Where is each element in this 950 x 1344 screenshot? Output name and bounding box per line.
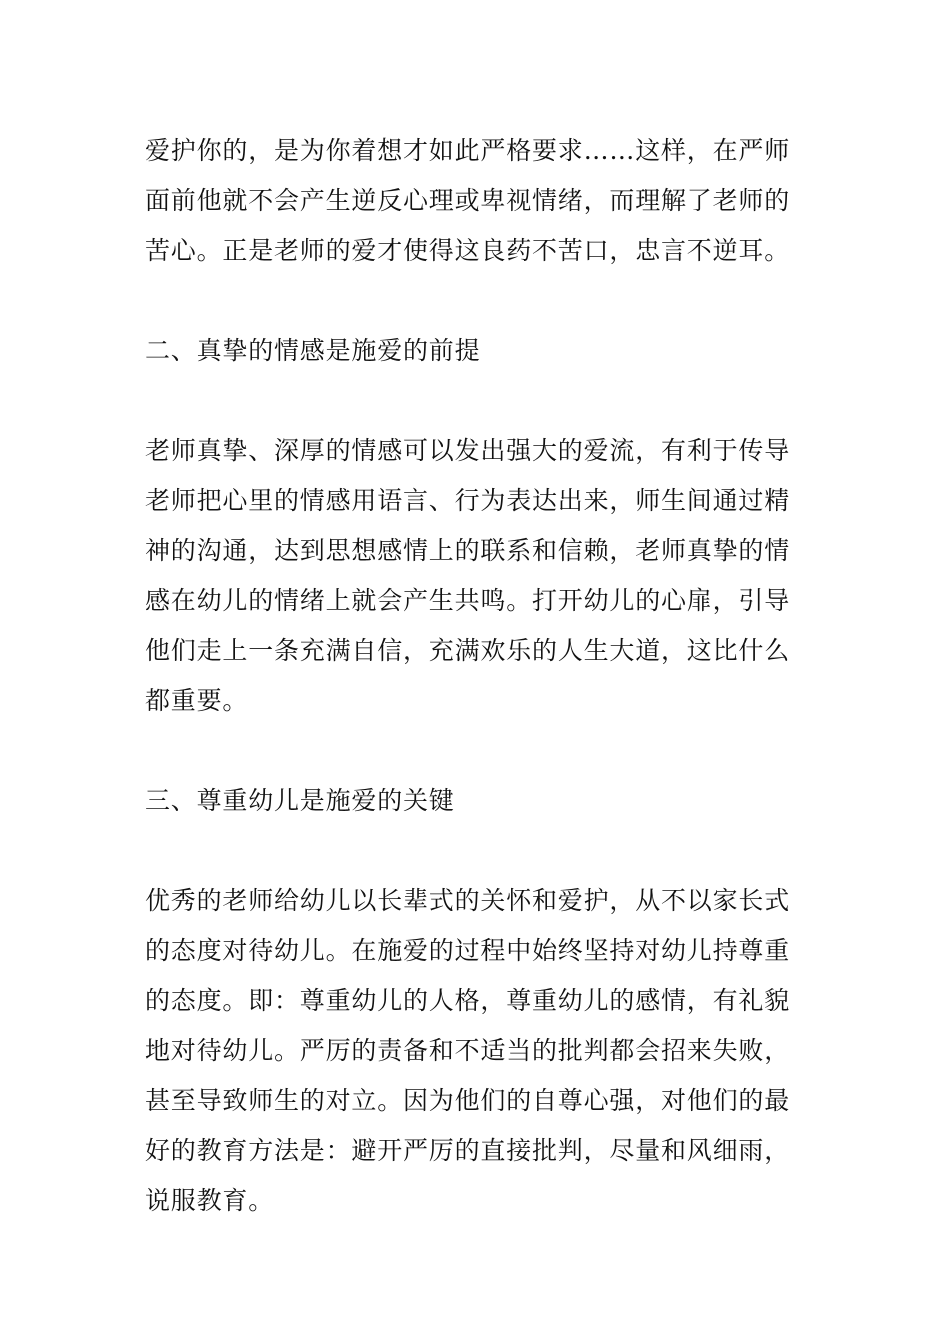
text-line: 老师把心里的情感用语言、行为表达出来，师生间通过精 <box>145 486 791 515</box>
text-line: 爱护你的，是为你着想才如此严格要求……这样，在严师 <box>145 136 791 165</box>
section-heading-3 <box>145 776 811 826</box>
text-line: 感在幼儿的情绪上就会产生共鸣。打开幼儿的心扉，引导 <box>145 586 791 615</box>
text-line: 苦心。正是老师的爱才使得这良药不苦口，忠言不逆耳。 <box>145 236 791 265</box>
paragraph-gap <box>145 376 811 426</box>
paragraph-gap <box>145 726 811 776</box>
text-line: 面前他就不会产生逆反心理或卑视情绪，而理解了老师的 <box>145 186 791 215</box>
text-line: 说服教育。 <box>145 1186 275 1215</box>
document-body <box>145 126 811 1226</box>
paragraph-sincere-emotion <box>145 426 811 726</box>
text-line: 老师真挚、深厚的情感可以发出强大的爱流，有利于传导 <box>145 436 791 465</box>
text-line: 甚至导致师生的对立。因为他们的自尊心强，对他们的最 <box>145 1086 791 1115</box>
text-line: 优秀的老师给幼儿以长辈式的关怀和爱护，从不以家长式 <box>145 886 791 915</box>
text-line: 的态度对待幼儿。在施爱的过程中始终坚持对幼儿持尊重 <box>145 936 791 965</box>
text-line: 的态度。即：尊重幼儿的人格，尊重幼儿的感情，有礼貌 <box>145 986 791 1015</box>
paragraph-strict-love <box>145 126 811 276</box>
paragraph-gap <box>145 276 811 326</box>
paragraph-respect-children <box>145 876 811 1226</box>
paragraph-gap <box>145 826 811 876</box>
text-line: 神的沟通，达到思想感情上的联系和信赖，老师真挚的情 <box>145 536 791 565</box>
text-line: 都重要。 <box>145 686 249 715</box>
text-line: 他们走上一条充满自信，充满欢乐的人生大道，这比什么 <box>145 636 791 665</box>
heading-text: 三、尊重幼儿是施爱的关键 <box>145 786 455 815</box>
text-line: 地对待幼儿。严厉的责备和不适当的批判都会招来失败， <box>145 1036 791 1065</box>
text-line: 好的教育方法是：避开严厉的直接批判，尽量和风细雨， <box>145 1136 791 1165</box>
section-heading-2 <box>145 326 811 376</box>
heading-text: 二、真挚的情感是施爱的前提 <box>145 336 481 365</box>
